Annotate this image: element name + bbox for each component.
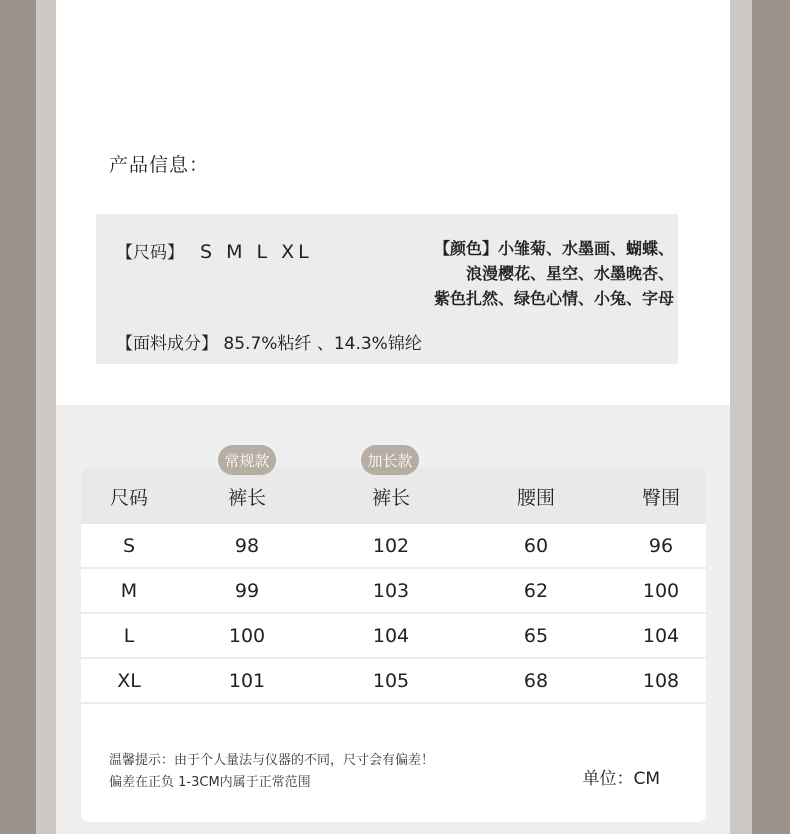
- table-row: [81, 659, 706, 704]
- fabric-line: [116, 329, 422, 354]
- size-line: [116, 238, 313, 263]
- product-page: [56, 0, 730, 834]
- badge-regular-fit: 常规款: [218, 445, 276, 475]
- cell-size: XL: [117, 669, 141, 692]
- color-line-2: 浪漫樱花、星空、水墨晚杏、: [465, 264, 674, 283]
- unit-label: 单位：CM: [582, 769, 660, 789]
- section-title: 产品信息：: [109, 154, 210, 176]
- table-row: [81, 569, 706, 614]
- cell-waist: 68: [523, 669, 549, 692]
- frame-right-inner-border: [730, 0, 752, 834]
- header-pants-length-long: 裤长: [371, 486, 410, 509]
- cell-regular-length: 101: [228, 669, 266, 692]
- frame-right-border: [752, 0, 790, 834]
- cell-size: M: [120, 579, 138, 602]
- header-size: 尺码: [109, 486, 148, 509]
- size-label: 【尺码】: [116, 243, 184, 263]
- cell-long-length: 104: [372, 624, 410, 647]
- note-line-2: 偏差在正负 1-3CM内属于正常范围: [109, 775, 311, 790]
- color-label: 【颜色】: [433, 239, 498, 258]
- table-row: [81, 614, 706, 659]
- fabric-label: 【面料成分】: [116, 334, 218, 354]
- frame-left-border: [0, 0, 36, 834]
- cell-long-length: 103: [372, 579, 410, 602]
- color-line-1: [434, 236, 674, 261]
- cell-regular-length: 99: [234, 579, 260, 602]
- cell-hip: 100: [642, 579, 680, 602]
- color-block: [434, 236, 674, 311]
- size-notes: [109, 750, 434, 794]
- header-hip: 臀围: [641, 486, 680, 509]
- cell-size: S: [122, 534, 136, 557]
- cell-waist: 65: [523, 624, 549, 647]
- cell-regular-length: 100: [228, 624, 266, 647]
- frame-left-inner-border: [36, 0, 56, 834]
- cell-hip: 108: [642, 669, 680, 692]
- size-table: [81, 468, 706, 822]
- table-header-row: [81, 468, 706, 524]
- cell-regular-length: 98: [234, 534, 260, 557]
- product-info-box: [96, 214, 678, 364]
- size-values: S M L XL: [200, 241, 313, 263]
- cell-waist: 62: [523, 579, 549, 602]
- header-pants-length-regular: 裤长: [227, 486, 266, 509]
- color-line-3: 紫色扎然、绿色心情、小兔、字母: [433, 289, 674, 308]
- cell-long-length: 102: [372, 534, 410, 557]
- badge-long-fit: 加长款: [361, 445, 419, 475]
- cell-hip: 104: [642, 624, 680, 647]
- color-values-1: 小雏菊、水墨画、蝴蝶、: [497, 239, 674, 258]
- cell-size: L: [123, 624, 135, 647]
- table-row: [81, 524, 706, 569]
- note-line-1: 温馨提示：由于个人量法与仪器的不同，尺寸会有偏差！: [109, 753, 435, 768]
- cell-waist: 60: [523, 534, 549, 557]
- cell-hip: 96: [648, 534, 674, 557]
- cell-long-length: 105: [372, 669, 410, 692]
- header-waist: 腰围: [516, 486, 555, 509]
- fabric-value: 85.7%粘纤 、14.3%锦纶: [223, 334, 422, 354]
